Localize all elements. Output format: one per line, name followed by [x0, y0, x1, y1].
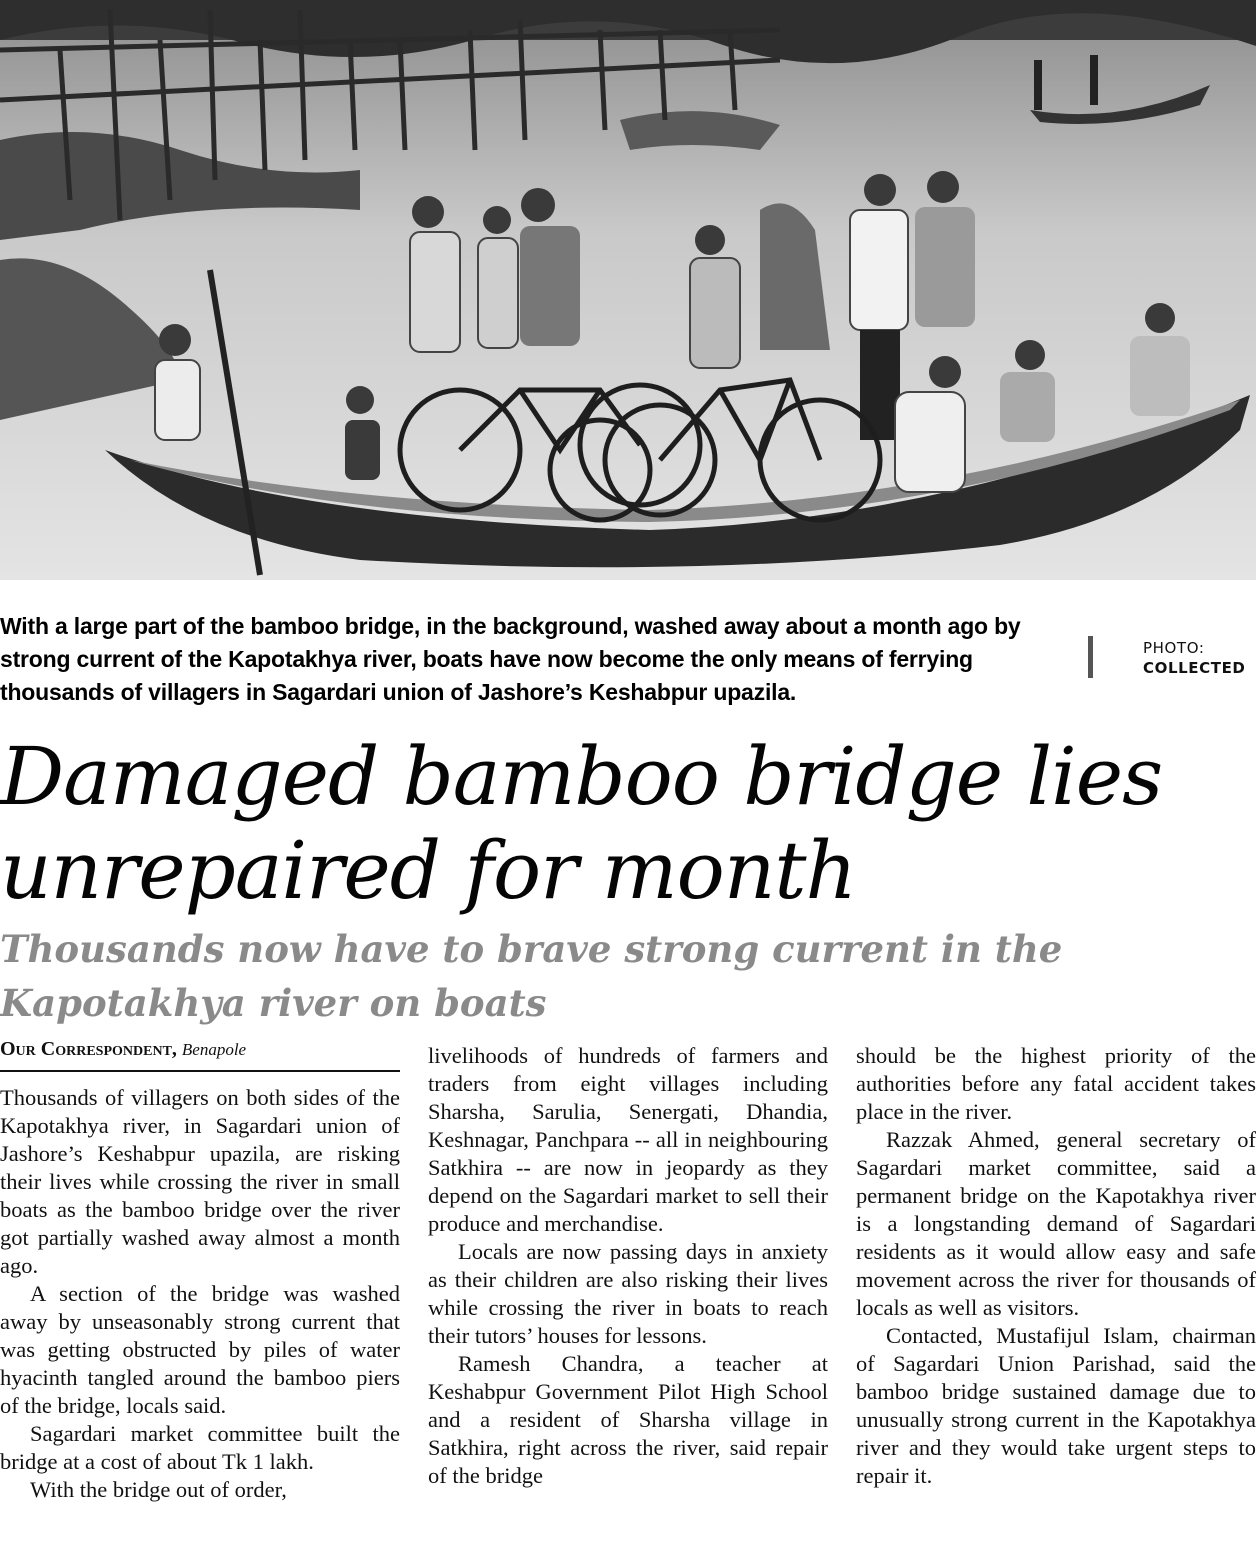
paragraph: Thousands of villagers on both sides of the Kapotakhya river, in Sagardari union of Jashore’s Keshabpur upazila, are risking their lives while crossing the river in small boats as the bamboo bridge over the river got partially washed away almost a month ago.	[0, 1085, 400, 1278]
byline-author: Our Correspondent,	[0, 1038, 177, 1060]
photo-credit-label: PHOTO:	[1143, 639, 1205, 657]
byline	[0, 1036, 400, 1072]
article-column-3	[856, 1042, 1256, 1490]
paragraph: livelihoods of hundreds of farmers and traders from eight villages including Sharsha, Sarulia, Senergati, Dhandia, Keshnagar, Panchpara -- all in neighbouring Satkhira -- are now in jeopardy as they depend on the Sagardari market to sell their produce and merchandise.	[428, 1043, 828, 1236]
paragraph: A section of the bridge was washed away by unseasonably strong current that was getting obstructed by piles of water hyacinth tangled around the bamboo piers of the bridge, locals said.	[0, 1281, 400, 1418]
paragraph: Ramesh Chandra, a teacher at Keshabpur Government Pilot High School and a resident of Sharsha village in Satkhira, right across the river, said repair of the bridge	[428, 1351, 828, 1488]
paragraph: Sagardari market committee built the bridge at a cost of about Tk 1 lakh.	[0, 1421, 400, 1474]
article-column-1	[0, 1084, 400, 1504]
article-column-2	[428, 1042, 828, 1490]
paragraph: Contacted, Mustafijul Islam, chairman of Sagardari Union Parishad, said the bamboo bridge sustained damage due to unusually strong current in the Kapotakhya river and they would take urgent steps to repair it.	[856, 1323, 1256, 1488]
photo-credit	[1143, 638, 1256, 678]
credit-divider	[1088, 636, 1093, 678]
subheadline: Thousands now have to brave strong current in the Kapotakhya river on boats	[0, 927, 1063, 1025]
headline: Damaged bamboo bridge lies unrepaired for month	[0, 730, 1163, 917]
byline-location: Benapole	[181, 1040, 247, 1059]
photo-boat-river-icon	[0, 0, 1256, 580]
paragraph: should be the highest priority of the authorities before any fatal accident takes place in the river.	[856, 1043, 1256, 1124]
paragraph: With the bridge out of order,	[30, 1477, 287, 1502]
paragraph: Locals are now passing days in anxiety as their children are also risking their lives while crossing the river in boats to reach their tutors’ houses for lessons.	[428, 1239, 828, 1348]
news-photo	[0, 0, 1256, 580]
photo-caption: With a large part of the bamboo bridge, in the background, washed away about a month ago by strong current of the Kapotakhya river, boats have now become the only means of ferrying thousands of villagers in Sagardari union of Jashore’s Keshabpur upazila.	[0, 613, 1021, 705]
paragraph: Razzak Ahmed, general secretary of Sagardari market committee, said a permanent bridge on the Kapotakhya river is a longstanding demand of Sagardari residents as it would allow easy and safe movement across the river for thousands of locals as well as visitors.	[856, 1127, 1256, 1320]
photo-credit-source: COLLECTED	[1143, 659, 1246, 677]
